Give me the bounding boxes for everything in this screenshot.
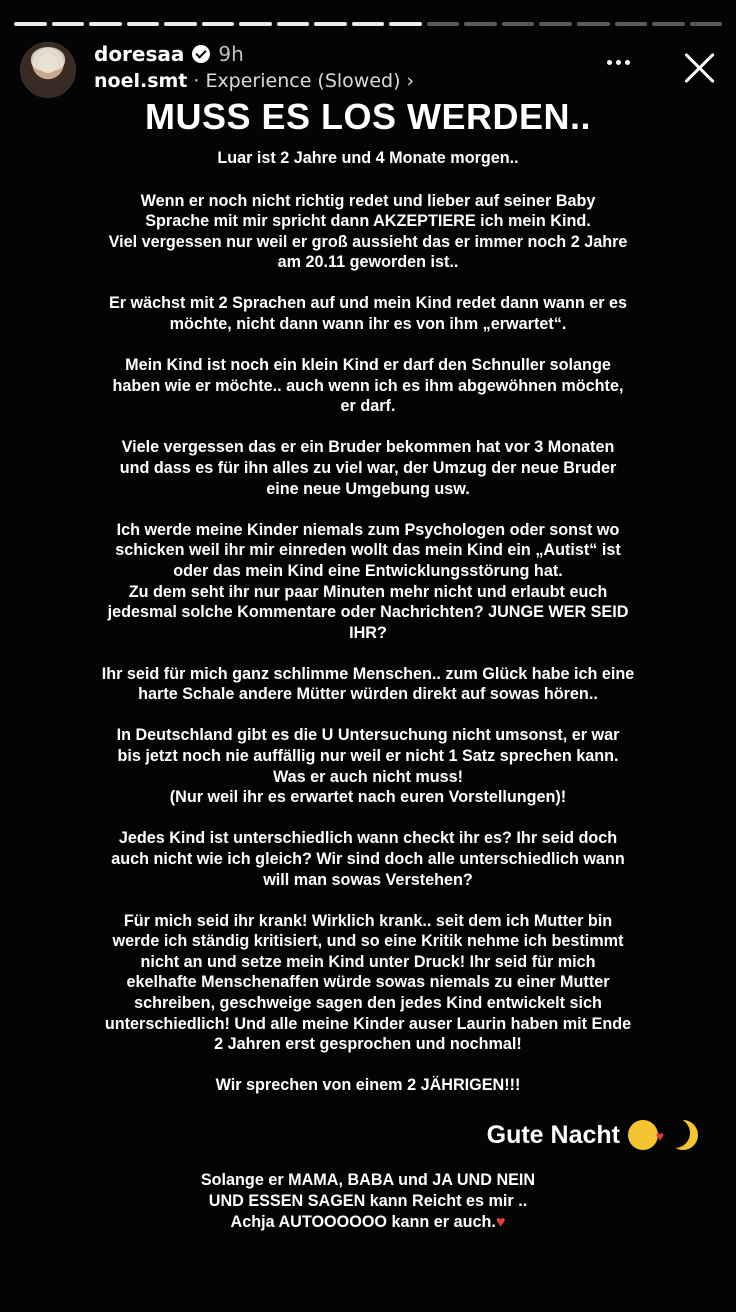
avatar[interactable] bbox=[20, 42, 76, 98]
progress-segment bbox=[314, 22, 347, 26]
progress-segment bbox=[89, 22, 122, 26]
progress-segment bbox=[277, 22, 310, 26]
progress-segment bbox=[202, 22, 235, 26]
kiss-emoji-icon bbox=[628, 1120, 658, 1150]
story-progress-bar bbox=[14, 22, 722, 26]
post-title: MUSS ES LOS WERDEN.. bbox=[144, 96, 592, 137]
progress-segment bbox=[164, 22, 197, 26]
progress-segment bbox=[464, 22, 497, 26]
post-paragraph: Jedes Kind ist unterschiedlich wann checkt ihr es? Ihr seid doch auch nicht wie ich gleich? Wir sind doch alle unterschiedlich wann will man sowas Verstehen? bbox=[111, 829, 625, 889]
post-paragraph: Viele vergessen das er ein Bruder bekommen hat vor 3 Monaten und dass es für ihn alles zu viel war, der Umzug der neue Bruder eine neue Umgebung usw. bbox=[119, 438, 617, 498]
post-paragraph: Ich werde meine Kinder niemals zum Psychologen oder sonst wo schicken weil ihr mir einreden wollt das mein Kind ein „Autist“ ist oder das mein Kind eine Entwicklungsstörung hat. Zu dem seht ihr nur paar Minuten mehr nicht und erlaubt euch jedesmal solche Kommentare oder Nachrichten? JUNGE WER SEID IHR? bbox=[107, 520, 629, 642]
progress-segment bbox=[127, 22, 160, 26]
progress-segment bbox=[577, 22, 610, 26]
verified-badge-icon bbox=[192, 45, 210, 63]
progress-segment bbox=[652, 22, 685, 26]
progress-segment bbox=[14, 22, 47, 26]
post-paragraph: Er wächst mit 2 Sprachen auf und mein Kind redet dann wann er es möchte, nicht dann wann ihr es von ihm „erwartet“. bbox=[108, 294, 628, 334]
post-paragraph: Luar ist 2 Jahre und 4 Monate morgen.. bbox=[217, 149, 519, 167]
progress-segment bbox=[389, 22, 422, 26]
music-attribution[interactable] bbox=[94, 70, 414, 92]
progress-segment bbox=[502, 22, 535, 26]
post-paragraph: Wenn er noch nicht richtig redet und lieber auf seiner Baby Sprache mit mir spricht dann AKZEPTIERE ich mein Kind. Viel vergessen nur weil er groß aussieht das er immer noch 2 Jahre am 20.11 geworden ist.. bbox=[108, 191, 628, 272]
username[interactable]: doresaa bbox=[94, 42, 185, 66]
progress-segment bbox=[239, 22, 272, 26]
music-user: noel.smt bbox=[94, 70, 188, 92]
progress-segment bbox=[690, 22, 723, 26]
chevron-right-icon: › bbox=[406, 70, 415, 92]
story-text-content bbox=[40, 96, 696, 1116]
music-separator: · bbox=[193, 70, 200, 92]
music-track: Experience (Slowed) bbox=[205, 70, 401, 92]
progress-segment bbox=[52, 22, 85, 26]
post-time: 9h bbox=[218, 42, 244, 66]
post-paragraph: In Deutschland gibt es die U Untersuchung nicht umsonst, er war bis jetzt noch nie auffällig nur weil er nicht 1 Satz sprechen kann. Was er auch nicht muss! (Nur weil ihr es erwartet nach euren Vorstellungen)! bbox=[116, 726, 620, 807]
goodnight-line bbox=[487, 1120, 696, 1150]
post-paragraph: Mein Kind ist noch ein klein Kind er darf den Schnuller solange haben wie er möchte.. auch wenn ich es ihm abgewöhnen möchte, er darf. bbox=[112, 356, 624, 416]
progress-segment bbox=[427, 22, 460, 26]
post-paragraph: Für mich seid ihr krank! Wirklich krank.. seit dem ich Mutter bin werde ich ständig kritisiert, und so eine Kritik nehme ich bestimmt nicht an und setze mein Kind unter Druck! Ihr seid für mich ekelhafte Menschenaffen würde sowas niemals zu einer Mutter schreiben, geschweige sagen den jedes Kind entwickelt sich unterschiedlich! Und alle meine Kinder auser Laurin haben mit Ende 2 Jahren erst gesprochen und nochmal! bbox=[104, 911, 632, 1054]
more-icon[interactable] bbox=[607, 60, 630, 65]
user-row bbox=[94, 42, 244, 66]
moon-emoji-icon bbox=[660, 1118, 690, 1148]
story-header bbox=[20, 40, 718, 100]
goodnight-text: Gute Nacht bbox=[486, 1120, 620, 1149]
progress-segment bbox=[615, 22, 648, 26]
closing-text-block bbox=[40, 1170, 696, 1233]
closing-text: Solange er MAMA, BABA und JA UND NEIN UND ESSEN SAGEN kann Reicht es mir .. Achja AUTOOOOOO kann er auch. bbox=[200, 1171, 536, 1231]
close-icon[interactable] bbox=[680, 48, 718, 86]
post-paragraph: Ihr seid für mich ganz schlimme Menschen.. zum Glück habe ich eine harte Schale andere Mütter würden direkt auf sowas hören.. bbox=[101, 664, 635, 704]
progress-segment bbox=[539, 22, 572, 26]
post-paragraph: Wir sprechen von einem 2 JÄHRIGEN!!! bbox=[215, 1076, 521, 1095]
red-heart-icon: ♥ bbox=[495, 1213, 506, 1231]
progress-segment bbox=[352, 22, 385, 26]
